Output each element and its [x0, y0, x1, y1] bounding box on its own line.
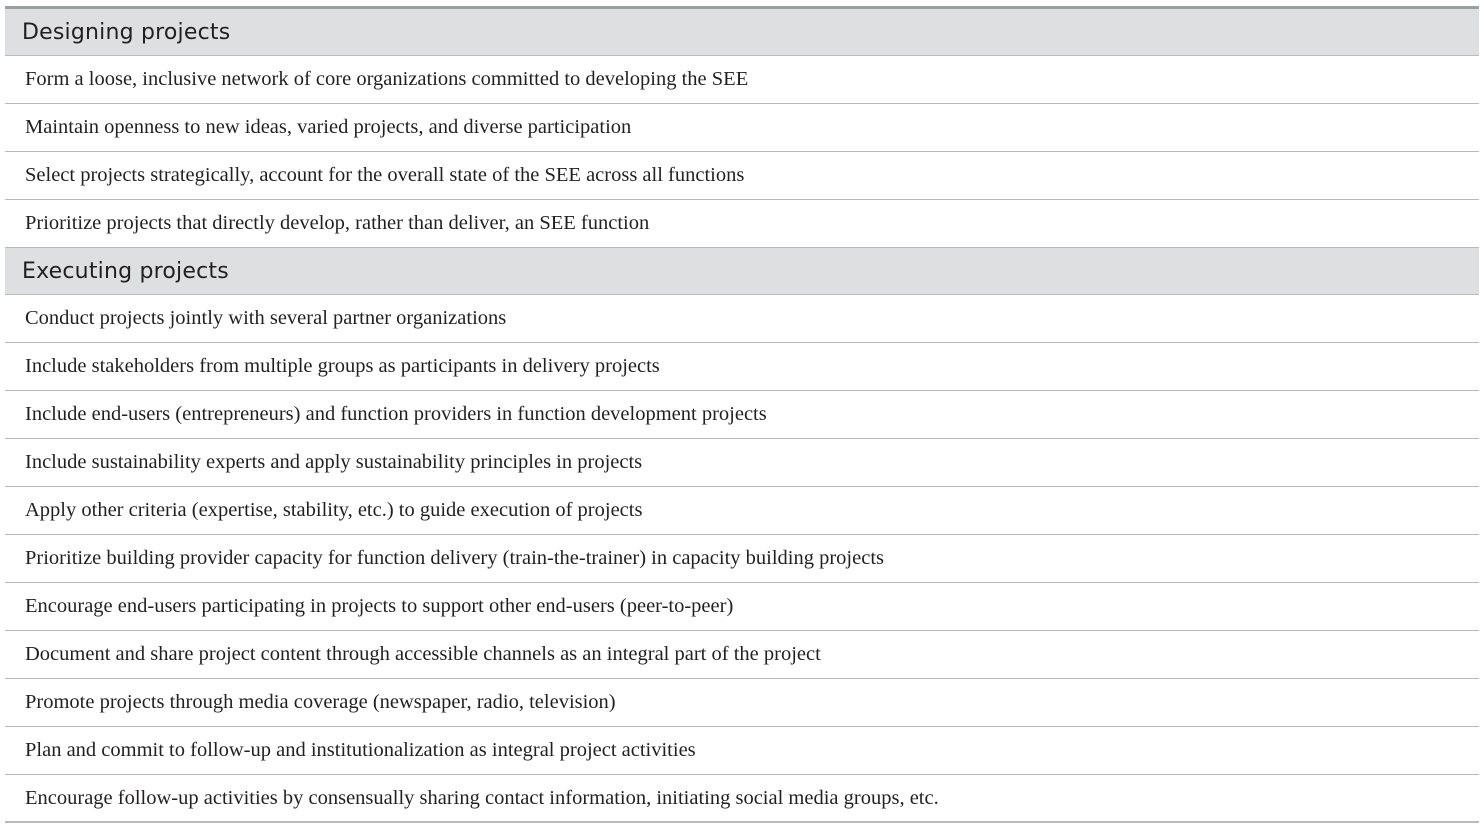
table-row: Apply other criteria (expertise, stability, etc.) to guide execution of projects: [5, 487, 1479, 535]
table-row: Promote projects through media coverage (newspaper, radio, television): [5, 679, 1479, 727]
table-row: Form a loose, inclusive network of core organizations committed to developing the SEE: [5, 56, 1479, 104]
section-header-designing: Designing projects: [5, 9, 1479, 56]
table-row: Conduct projects jointly with several partner organizations: [5, 295, 1479, 343]
table-row: Include end-users (entrepreneurs) and function providers in function development projects: [5, 391, 1479, 439]
table-row: Plan and commit to follow-up and institutionalization as integral project activities: [5, 727, 1479, 775]
table-row: Maintain openness to new ideas, varied projects, and diverse participation: [5, 104, 1479, 152]
recommendations-table: [5, 6, 1479, 823]
table-row: Encourage end-users participating in projects to support other end-users (peer-to-peer): [5, 583, 1479, 631]
table-row: Document and share project content through accessible channels as an integral part of the project: [5, 631, 1479, 679]
table-row: Prioritize building provider capacity for function delivery (train-the-trainer) in capacity building projects: [5, 535, 1479, 583]
table-row: Include sustainability experts and apply sustainability principles in projects: [5, 439, 1479, 487]
section-header-executing: Executing projects: [5, 248, 1479, 295]
table-row: Prioritize projects that directly develop, rather than deliver, an SEE function: [5, 200, 1479, 248]
table-row: Encourage follow-up activities by consensually sharing contact information, initiating social media groups, etc.: [5, 775, 1479, 823]
table-row: Include stakeholders from multiple groups as participants in delivery projects: [5, 343, 1479, 391]
table-row: Select projects strategically, account for the overall state of the SEE across all functions: [5, 152, 1479, 200]
